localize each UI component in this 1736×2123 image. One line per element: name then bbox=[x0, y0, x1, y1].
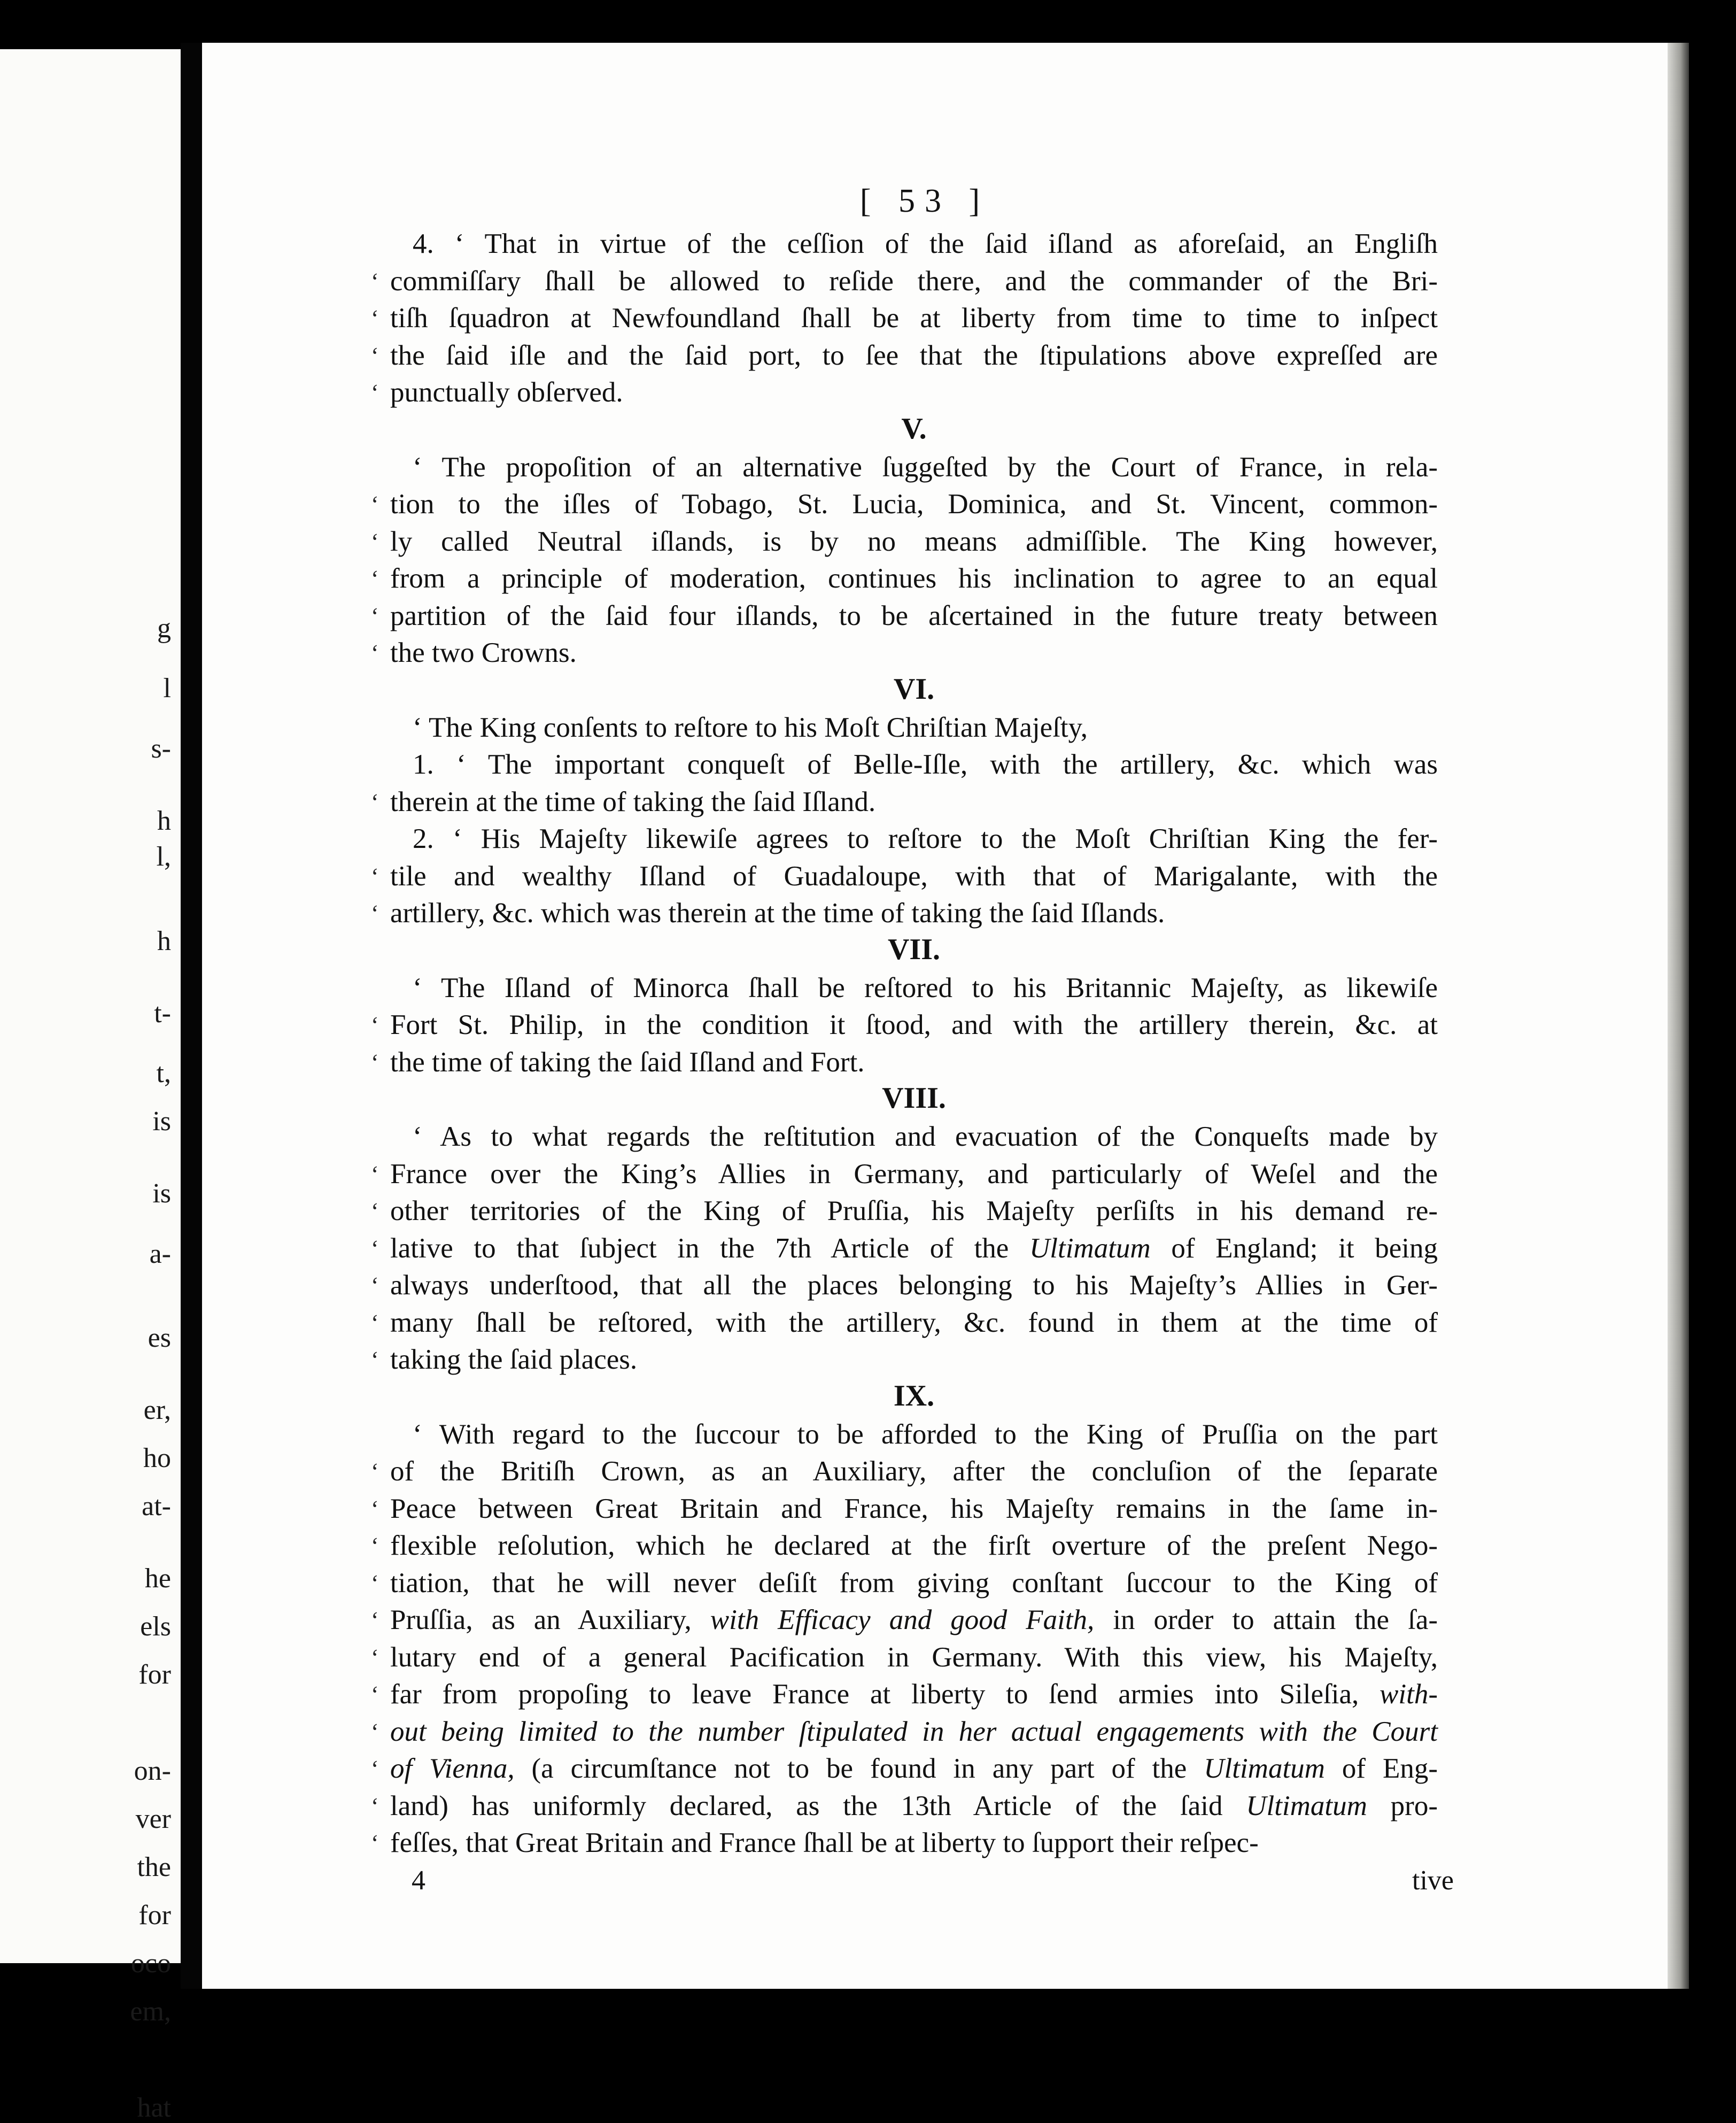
text-line bbox=[371, 1565, 1438, 1602]
text-line bbox=[390, 1118, 1438, 1156]
text-line-content: land) has uniformly declared, as the 13th Article of the ſaid Ultimatum pro- bbox=[390, 1790, 1438, 1821]
quote-mark: ‘ bbox=[371, 1570, 379, 1596]
quote-mark: ‘ bbox=[371, 491, 379, 518]
quote-mark: ‘ bbox=[371, 1830, 379, 1856]
text-line-content: the time of taking the ſaid Iſland and Fort. bbox=[390, 1046, 865, 1078]
text-line bbox=[371, 1044, 1438, 1082]
quote-mark: ‘ bbox=[371, 640, 379, 666]
text-line bbox=[371, 1453, 1438, 1491]
text-line bbox=[371, 1007, 1438, 1044]
text-line-content: flexible reſolution, which he declared at the firſt overture of the preſent Nego- bbox=[390, 1530, 1438, 1561]
quote-mark: ‘ bbox=[371, 603, 379, 629]
text-line bbox=[371, 1602, 1438, 1639]
text-line-content: tiſh ſquadron at Newfoundland ſhall be at liberty from time to time to inſpect bbox=[390, 303, 1438, 334]
text-line-content: 4. ‘ That in virtue of the ceſſion of the ſaid iſland as aforeſaid, an Engliſh bbox=[413, 228, 1438, 259]
text-line bbox=[390, 226, 1438, 263]
facing-page-fragment: es bbox=[148, 1323, 171, 1353]
text-line-content: France over the King’s Allies in Germany, and particularly of Weſel and the bbox=[390, 1158, 1438, 1190]
quote-mark: ‘ bbox=[371, 268, 379, 295]
text-line bbox=[371, 598, 1438, 635]
text-line-content: ‘ The King conſents to reſtore to his Moſt Chriſtian Majeſty, bbox=[413, 712, 1088, 743]
facing-page-fragment: ho bbox=[143, 1443, 171, 1473]
text-line bbox=[371, 784, 1438, 821]
facing-page-fragment: l bbox=[163, 673, 171, 704]
quote-mark: ‘ bbox=[371, 1309, 379, 1336]
text-line-content: tion to the iſles of Tobago, St. Lucia, Dominica, and St. Vincent, common- bbox=[390, 489, 1438, 520]
text-line-content: Peace between Great Britain and France, his Majeſty remains in the ſame in- bbox=[390, 1493, 1438, 1524]
facing-page-fragment: on- bbox=[134, 1756, 171, 1786]
facing-page-fragment: a- bbox=[149, 1238, 171, 1269]
text-line bbox=[371, 1676, 1438, 1713]
text-line-content: the ſaid iſle and the ſaid port, to ſee that the ſtipulations above expreſſed are bbox=[390, 339, 1438, 371]
quote-mark: ‘ bbox=[371, 1793, 379, 1819]
text-line-content: far from propoſing to leave France at liberty to ſend armies into Sileſia, with- bbox=[390, 1679, 1438, 1710]
facing-page-fragment: t, bbox=[156, 1058, 171, 1088]
quote-mark: ‘ bbox=[371, 1533, 379, 1559]
quote-mark: ‘ bbox=[371, 1049, 379, 1076]
text-line-content: artillery, &c. which was therein at the time of taking the ſaid Iſlands. bbox=[390, 898, 1165, 929]
text-line-content: the two Crowns. bbox=[390, 637, 577, 668]
text-line bbox=[371, 858, 1438, 895]
text-line bbox=[390, 746, 1438, 784]
text-line-content: commiſſary ſhall be allowed to reſide there, and the commander of the Bri- bbox=[390, 265, 1438, 297]
quote-mark: ‘ bbox=[371, 305, 379, 331]
quote-mark: ‘ bbox=[371, 900, 379, 927]
text-line-content: of the Britiſh Crown, as an Auxiliary, after the concluſion of the ſeparate bbox=[390, 1456, 1438, 1487]
article-heading: V. bbox=[901, 412, 927, 445]
text-line bbox=[371, 374, 1438, 412]
text-line bbox=[371, 560, 1438, 598]
text-line-content: tiation, that he will never deſiſt from giving conſtant ſuccour to the King of bbox=[390, 1567, 1438, 1599]
text-line-content: Fort St. Philip, in the condition it ſtood, and with the artillery therein, &c. at bbox=[390, 1009, 1438, 1040]
quote-mark: ‘ bbox=[371, 1718, 379, 1745]
article-heading: VII. bbox=[887, 932, 941, 966]
quote-mark: ‘ bbox=[371, 1681, 379, 1708]
text-line bbox=[371, 486, 1438, 523]
facing-page-fragment: oco bbox=[130, 1948, 171, 1979]
facing-page-fragment: is bbox=[152, 1106, 171, 1137]
text-line bbox=[371, 1267, 1438, 1304]
text-line-content: other territories of the King of Pruſſia, his Majeſty perſiſts in his demand re- bbox=[390, 1195, 1438, 1226]
text-line-content: Pruſſia, as an Auxiliary, with Efficacy and good Faith, in order to attain the ſa- bbox=[390, 1604, 1438, 1635]
text-line bbox=[371, 1341, 1438, 1379]
book-page bbox=[202, 43, 1683, 1989]
quote-mark: ‘ bbox=[371, 1458, 379, 1485]
catchword: tive bbox=[1412, 1865, 1454, 1896]
text-line-content: ly called Neutral iſlands, is by no means admiſſible. The King however, bbox=[390, 526, 1438, 557]
quote-mark: ‘ bbox=[371, 863, 379, 890]
book-gutter bbox=[181, 43, 202, 1989]
facing-page-fragment: h bbox=[157, 925, 171, 956]
facing-page-fragment: g bbox=[157, 613, 171, 644]
text-line-content: tile and wealthy Iſland of Guadaloupe, with that of Marigalante, with the bbox=[390, 860, 1438, 892]
text-line-content: taking the ſaid places. bbox=[390, 1344, 638, 1375]
text-line bbox=[390, 1416, 1438, 1454]
text-line bbox=[371, 1156, 1438, 1193]
text-line-content: of Vienna, (a circumſtance not to be found in any part of the Ultimatum of Eng- bbox=[390, 1753, 1438, 1784]
text-line-content: punctually obſerved. bbox=[390, 377, 623, 408]
article-heading: VI. bbox=[893, 672, 935, 706]
text-line-content: from a principle of moderation, continues his inclination to agree to an equal bbox=[390, 563, 1438, 594]
quote-mark: ‘ bbox=[371, 1272, 379, 1299]
text-line-content: ‘ As to what regards the reſtitution and evacuation of the Conqueſts made by bbox=[413, 1121, 1438, 1152]
text-line bbox=[371, 1639, 1438, 1677]
article-heading: IX. bbox=[893, 1379, 935, 1412]
facing-page-fragment: t- bbox=[154, 998, 171, 1029]
text-line bbox=[371, 300, 1438, 337]
facing-page-fragment: for bbox=[138, 1659, 171, 1690]
text-line bbox=[371, 1304, 1438, 1342]
text-line-content: feſſes, that Great Britain and France ſhall be at liberty to ſupport their reſpec- bbox=[390, 1827, 1259, 1858]
text-line bbox=[371, 1491, 1438, 1528]
quote-mark: ‘ bbox=[371, 1198, 379, 1224]
text-line bbox=[371, 1788, 1438, 1825]
text-line bbox=[371, 1230, 1438, 1268]
quote-mark: ‘ bbox=[371, 1235, 379, 1262]
text-line-content: partition of the ſaid four iſlands, to be aſcertained in the future treaty between bbox=[390, 600, 1438, 631]
text-line bbox=[371, 635, 1438, 672]
text-line-content: 2. ‘ His Majeſty likewiſe agrees to reſtore to the Moſt Chriſtian King the fer- bbox=[413, 823, 1438, 854]
text-line bbox=[371, 895, 1438, 932]
signature-mark: 4 bbox=[412, 1865, 425, 1896]
text-line-content: lative to that ſubject in the 7th Article of the Ultimatum of England; it being bbox=[390, 1232, 1438, 1264]
text-line bbox=[390, 970, 1438, 1007]
text-line-content: therein at the time of taking the ſaid Iſland. bbox=[390, 786, 876, 817]
text-line bbox=[371, 1750, 1438, 1788]
page-footer bbox=[390, 1862, 1454, 1900]
quote-mark: ‘ bbox=[371, 380, 379, 406]
facing-page-fragment: em, bbox=[130, 1996, 171, 2027]
page-number: [ 53 ] bbox=[859, 183, 990, 219]
facing-page-fragment: the bbox=[137, 1852, 171, 1882]
text-line bbox=[390, 821, 1438, 858]
facing-page bbox=[0, 49, 181, 2123]
facing-page-fragment: er, bbox=[143, 1395, 171, 1425]
facing-page-fragment: h bbox=[157, 805, 171, 836]
text-line-content: many ſhall be reſtored, with the artillery, &c. found in them at the time of bbox=[390, 1307, 1438, 1338]
text-line bbox=[371, 263, 1438, 300]
quote-mark: ‘ bbox=[371, 1495, 379, 1522]
quote-mark: ‘ bbox=[371, 1347, 379, 1373]
text-line bbox=[371, 1825, 1438, 1862]
facing-page-fragment: ver bbox=[135, 1804, 171, 1834]
text-line bbox=[371, 523, 1438, 561]
quote-mark: ‘ bbox=[371, 1012, 379, 1038]
text-line-content: ‘ The propoſition of an alternative ſuggeſted by the Court of France, in rela- bbox=[413, 451, 1438, 483]
quote-mark: ‘ bbox=[371, 566, 379, 592]
quote-mark: ‘ bbox=[371, 1644, 379, 1671]
page-text bbox=[371, 176, 1454, 1900]
facing-page-fragment: for bbox=[138, 1900, 171, 1931]
text-line-content: ‘ With regard to the ſuccour to be afforded to the King of Pruſſia on the part bbox=[413, 1418, 1438, 1450]
facing-page-fragment: l, bbox=[156, 842, 171, 872]
text-line-content: out being limited to the number ſtipulated in her actual engagements with the Court bbox=[390, 1716, 1438, 1747]
quote-mark: ‘ bbox=[371, 1756, 379, 1782]
text-line bbox=[371, 1193, 1438, 1230]
text-line bbox=[371, 1713, 1438, 1751]
facing-page-fragment: he bbox=[144, 1563, 171, 1594]
facing-page-fragment: is bbox=[152, 1178, 171, 1209]
text-line-content: ‘ The Iſland of Minorca ſhall be reſtored to his Britannic Majeſty, as likewiſe bbox=[413, 972, 1438, 1003]
article-heading: VIII. bbox=[882, 1082, 946, 1115]
text-line-content: always underſtood, that all the places belonging to his Majeſty’s Allies in Ger- bbox=[390, 1270, 1438, 1301]
quote-mark: ‘ bbox=[371, 342, 379, 369]
text-line bbox=[371, 337, 1438, 375]
quote-mark: ‘ bbox=[371, 789, 379, 815]
text-line-content: 1. ‘ The important conqueſt of Belle-Iſle, with the artillery, &c. which was bbox=[413, 749, 1438, 780]
page-edge-shadow bbox=[1668, 43, 1689, 1989]
text-line-content: lutary end of a general Pacification in Germany. With this view, his Majeſty, bbox=[390, 1641, 1438, 1673]
facing-page-fragment: s- bbox=[151, 733, 171, 764]
quote-mark: ‘ bbox=[371, 1607, 379, 1633]
treaty-articles bbox=[371, 226, 1438, 1862]
text-line bbox=[390, 449, 1438, 487]
text-line bbox=[390, 709, 1438, 747]
facing-page-fragment: hat bbox=[137, 2093, 171, 2123]
facing-page-fragment: els bbox=[140, 1611, 171, 1642]
quote-mark: ‘ bbox=[371, 528, 379, 555]
quote-mark: ‘ bbox=[371, 1161, 379, 1187]
text-line bbox=[371, 1527, 1438, 1565]
facing-page-fragment: at- bbox=[142, 1491, 171, 1522]
